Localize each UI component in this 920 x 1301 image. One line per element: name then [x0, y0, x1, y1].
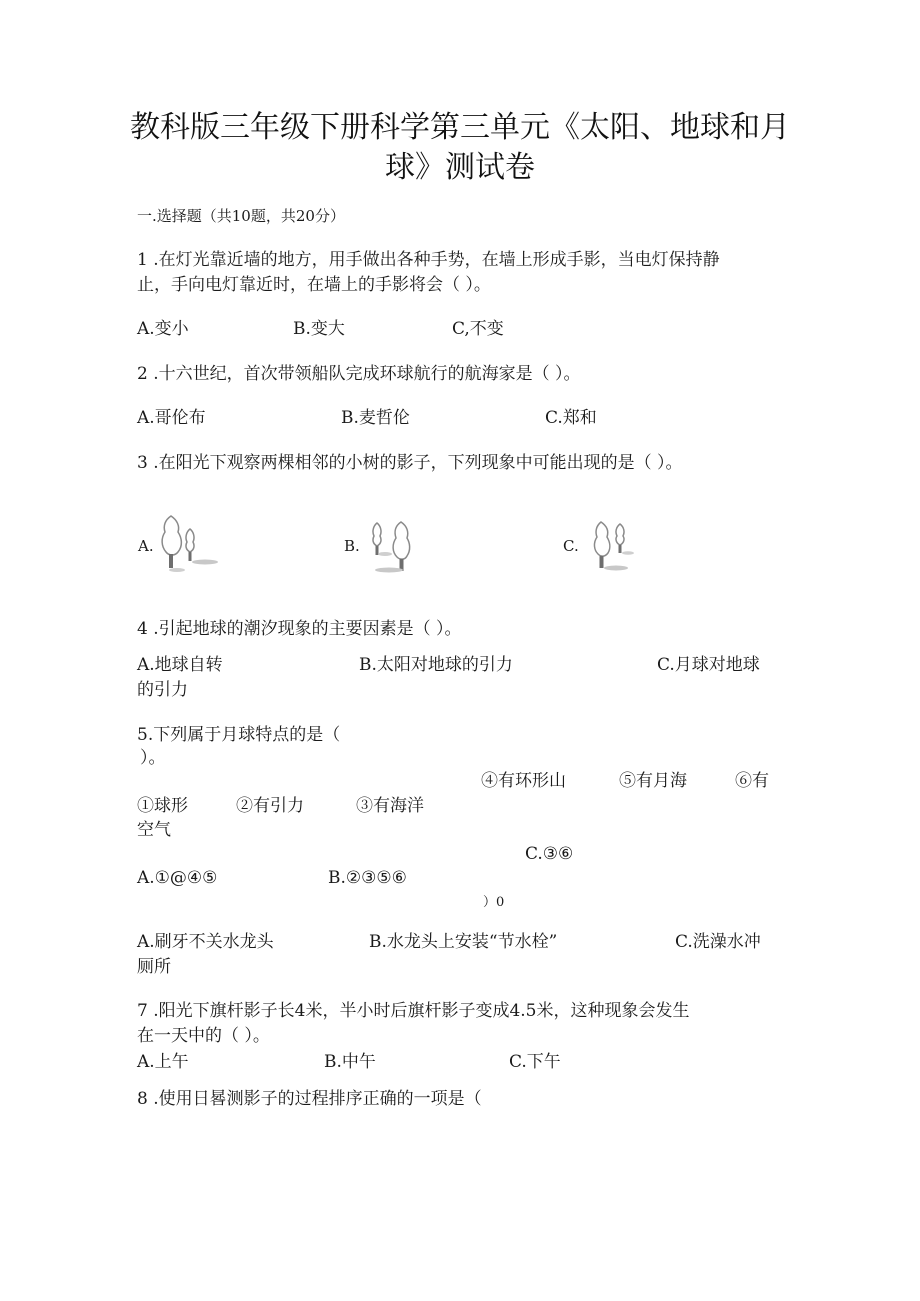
- question-5-option-c[interactable]: C.③⑥: [525, 844, 574, 864]
- question-5-feature-4: ④有环形山: [481, 771, 566, 791]
- question-1-stem-line-2: 止，手向电灯靠近时，在墙上的手影将会（ ）。: [137, 275, 491, 295]
- question-5-stem-line-1: 5.下列属于月球特点的是（: [137, 725, 341, 745]
- question-6-option-c[interactable]: C.洗澡水冲: [675, 932, 761, 952]
- question-5-option-b[interactable]: B.②③⑤⑥: [328, 868, 407, 888]
- question-3-stem: 3 .在阳光下观察两棵相邻的小树的影子，下列现象中可能出现的是（ ）。: [137, 453, 683, 473]
- question-4-option-c-wrap: 的引力: [137, 680, 188, 700]
- trees-shadow-right-icon: [155, 512, 235, 582]
- question-7-option-a[interactable]: A.上午: [137, 1052, 189, 1072]
- question-6-option-c-wrap: 厕所: [137, 957, 171, 977]
- question-4-option-a[interactable]: A.地球自转: [137, 655, 223, 675]
- question-5-feature-1: ①球形: [137, 796, 188, 816]
- question-2-option-a[interactable]: A.哥伦布: [137, 408, 206, 428]
- question-2-option-c[interactable]: C.郑和: [545, 408, 597, 428]
- question-7-option-c[interactable]: C.下午: [509, 1052, 561, 1072]
- document-title-line-2: 球》测试卷: [385, 150, 535, 185]
- question-7-option-b[interactable]: B.中午: [324, 1052, 376, 1072]
- question-6-option-b[interactable]: B.水龙头上安装“节水栓”: [369, 932, 558, 952]
- trees-shadow-left-icon: [367, 520, 417, 590]
- question-5-stray-text: ）0: [483, 895, 505, 910]
- question-7-stem-line-1: 7 .阳光下旗杆影子长4米，半小时后旗杆影子变成4.5米，这种现象会发生: [137, 1001, 690, 1021]
- question-3-option-a-label: A.: [138, 537, 154, 555]
- question-7-stem-line-2: 在一天中的（ ）。: [137, 1026, 270, 1046]
- section-heading: 一.选择题（共10题，共20分）: [137, 207, 345, 225]
- question-2-option-b[interactable]: B.麦哲伦: [341, 408, 410, 428]
- question-5-feature-6: ⑥有: [735, 771, 769, 791]
- question-1-option-a[interactable]: A.变小: [137, 319, 189, 339]
- question-5-feature-2: ②有引力: [236, 796, 304, 816]
- trees-shadow-right-small-icon: [588, 518, 636, 588]
- question-5-feature-5: ⑤有月海: [619, 771, 687, 791]
- question-4-stem: 4 .引起地球的潮汐现象的主要因素是（ ）。: [137, 619, 462, 639]
- question-1-option-b[interactable]: B.变大: [293, 319, 345, 339]
- question-3-option-c-label: C.: [563, 537, 579, 555]
- question-4-option-c[interactable]: C.月球对地球: [657, 655, 760, 675]
- question-1-stem-line-1: 1 .在灯光靠近墙的地方，用手做出各种手势，在墙上形成手影，当电灯保持静: [137, 250, 720, 270]
- question-1-option-c[interactable]: C,不变: [452, 319, 504, 339]
- question-3-option-b-label: B.: [344, 537, 360, 555]
- question-8-stem: 8 .使用日晷测影子的过程排序正确的一项是（: [137, 1089, 482, 1109]
- question-6-option-a[interactable]: A.刷牙不关水龙头: [137, 932, 274, 952]
- question-4-option-b[interactable]: B.太阳对地球的引力: [359, 655, 513, 675]
- question-5-option-a[interactable]: A.①@④⑤: [137, 868, 218, 888]
- question-5-feature-3: ③有海洋: [356, 796, 424, 816]
- question-2-stem: 2 .十六世纪，首次带领船队完成环球航行的航海家是（ ）。: [137, 364, 581, 384]
- question-5-feature-6-wrap: 空气: [137, 820, 171, 840]
- question-5-stem-line-2: ）。: [140, 748, 166, 768]
- document-title-line-1: 教科版三年级下册科学第三单元《太阳、地球和月: [130, 110, 790, 145]
